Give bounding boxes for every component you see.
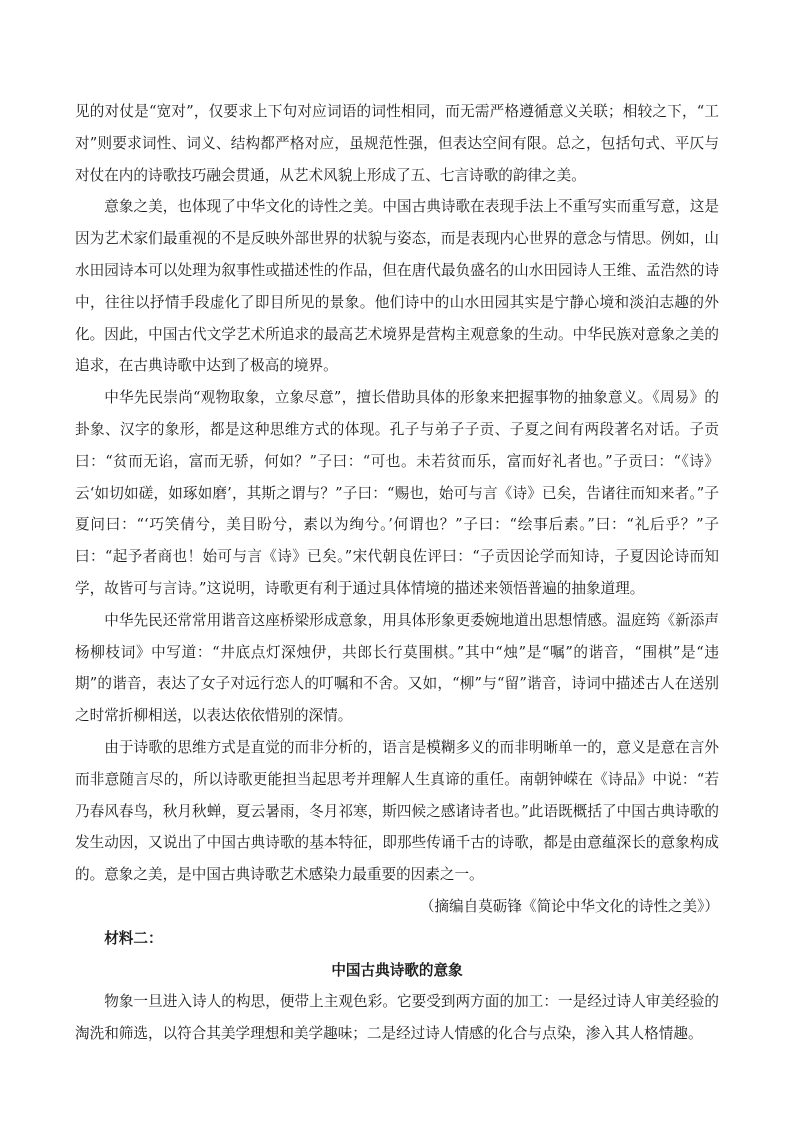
section-title: 中国古典诗歌的意象 [331, 961, 463, 979]
body-paragraph: 见的对仗是“宽对”，仅要求上下句对应词语的词性相同，而无需严格遵循意义关联；相较之下，“工对”则要求词性、词义、结构都严格对应，虽规范性强，但表达空间有限。总之，包括句式、平仄与对仗在内的诗歌技巧融会贯通，从艺术风貌上形成了五、七言诗歌的韵律之美。 [75, 103, 719, 184]
body-paragraph: 意象之美，也体现了中华文化的诗性之美。中国古典诗歌在表现手法上不重写实而重写意，这是因为艺术家们最重视的不是反映外部世界的状貌与姿态，而是表现内心世界的意念与情思。例如，山水田园诗本可以处理为叙事性或描述性的作品，但在唐代最负盛名的山水田园诗人王维、孟浩然的诗中，往往以抒情手段虚化了即目所见的景象。他们诗中的山水田园其实是宁静心境和淡泊志趣的外化。因此，中国古代文学艺术所追求的最高艺术境界是营构主观意象的生动。中华民族对意象之美的追求，在古典诗歌中达到了极高的境界。 [75, 198, 719, 375]
section-label: 材料二： [104, 929, 163, 947]
document-page [75, 96, 719, 1050]
body-paragraph: 中华先民还常常用谐音这座桥梁形成意象，用具体形象更委婉地道出思想情感。温庭筠《新添声杨柳枝词》中写道：“井底点灯深烛伊，共郎长行莫围棋。”其中“烛”是“嘱”的谐音，“围棋”是“违期”的谐音，表达了女子对远行恋人的叮嘱和不舍。又如，“柳”与“留”谐音，诗词中描述古人在送别之时常折柳相送，以表达依依惜别的深情。 [75, 611, 719, 725]
source-citation: （摘编自莫砺锋《简论中华文化的诗性之美》） [419, 897, 719, 915]
body-paragraph: 中华先民崇尚“观物取象，立象尽意”，擅长借助具体的形象来把握事物的抽象意义。《周易》的卦象、汉字的象形，都是这种思维方式的体现。孔子与弟子子贡、子夏之间有两段著名对话。子贡曰：“贫而无谄，富而无骄，何如？”子曰：“可也。未若贫而乐，富而好礼者也。”子贡曰：“《诗》云‘如切如磋，如琢如磨’，其斯之谓与？”子曰：“赐也，始可与言《诗》已矣，告诸往而知来者。”子夏问曰：“‘巧笑倩兮，美目盼兮，素以为绚兮。’何谓也？”子曰：“绘事后素。”曰：“礼后乎？”子曰：“起予者商也！始可与言《诗》已矣。”宋代朝良佐评曰：“子贡因论学而知诗，子夏因论诗而知学，故皆可与言诗。”这说明，诗歌更有利于通过具体情境的描述来领悟普遍的抽象道理。 [75, 389, 719, 597]
body-paragraph: 物象一旦进入诗人的构思，便带上主观色彩。它要受到两方面的加工：一是经过诗人审美经验的淘洗和筛选，以符合其美学理想和美学趣味；二是经过诗人情感的化合与点染，渗入其人格情趣。 [75, 993, 719, 1043]
body-paragraph: 由于诗歌的思维方式是直觉的而非分析的，语言是模糊多义的而非明晰单一的，意义是意在言外而非意随言尽的，所以诗歌更能担当起思考并理解人生真谛的重任。南朝钟嵘在《诗品》中说：“若乃春风春鸟，秋月秋蝉，夏云暑雨，冬月祁寒，斯四候之感诸诗者也。”此语既概括了中国古典诗歌的发生动因，又说出了中国古典诗歌的基本特征，即那些传诵千古的诗歌，都是由意蕴深长的意象构成的。意象之美，是中国古典诗歌艺术感染力最重要的因素之一。 [75, 738, 719, 884]
